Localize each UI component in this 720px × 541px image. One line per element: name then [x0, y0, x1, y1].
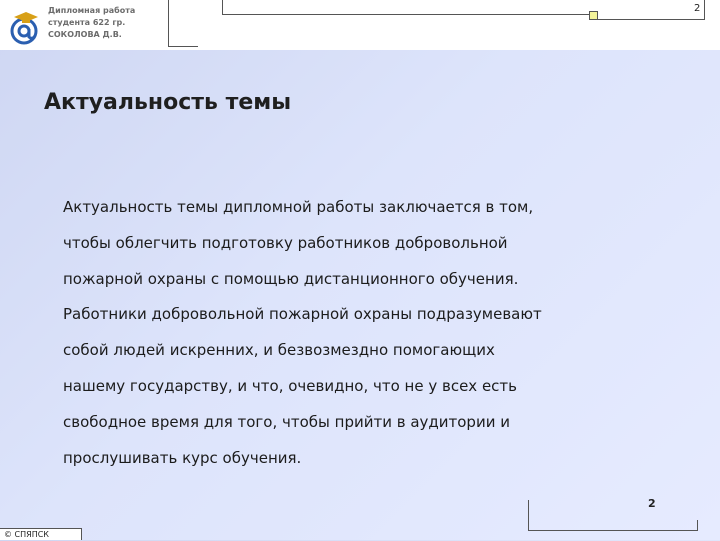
frame-line [598, 19, 705, 20]
body-line: Актуальность темы дипломной работы заключается в том, [63, 198, 534, 216]
frame-line [704, 0, 705, 20]
body-line: Работники добровольной пожарной охраны подразумевают [63, 305, 542, 324]
frame-marker [589, 11, 598, 20]
graduation-cap-at-icon [8, 11, 42, 45]
slide-title: Актуальность темы [44, 90, 292, 115]
body-line: нашему государству, и что, очевидно, что не у всех есть [63, 376, 518, 395]
body-line: собой людей искренних, и безвозмездно помогающих [63, 341, 495, 360]
frame-line [168, 46, 198, 47]
frame-line [697, 520, 698, 531]
frame-line [528, 530, 698, 531]
body-line: свободное время для того, чтобы прийти в аудитории и [63, 412, 510, 431]
slide-number-top: 2 [694, 3, 701, 14]
frame-line [222, 0, 223, 14]
frame-line [528, 500, 529, 530]
body-line: пожарной охраны с помощью дистанционного обучения. [63, 269, 519, 288]
slide-number-bottom: 2 [648, 497, 656, 510]
frame-line [168, 0, 169, 46]
logo [8, 3, 158, 47]
frame-line [222, 14, 592, 15]
body-line: прослушивать курс обучения. [63, 448, 302, 467]
logo-text: Дипломная работа студента 622 гр. СОКОЛОВА Д.В. [48, 6, 136, 39]
copyright-label: © СПЯПСК [0, 528, 82, 540]
body-line: чтобы облегчить подготовку работников добровольной [63, 233, 508, 252]
body-text [63, 190, 653, 476]
